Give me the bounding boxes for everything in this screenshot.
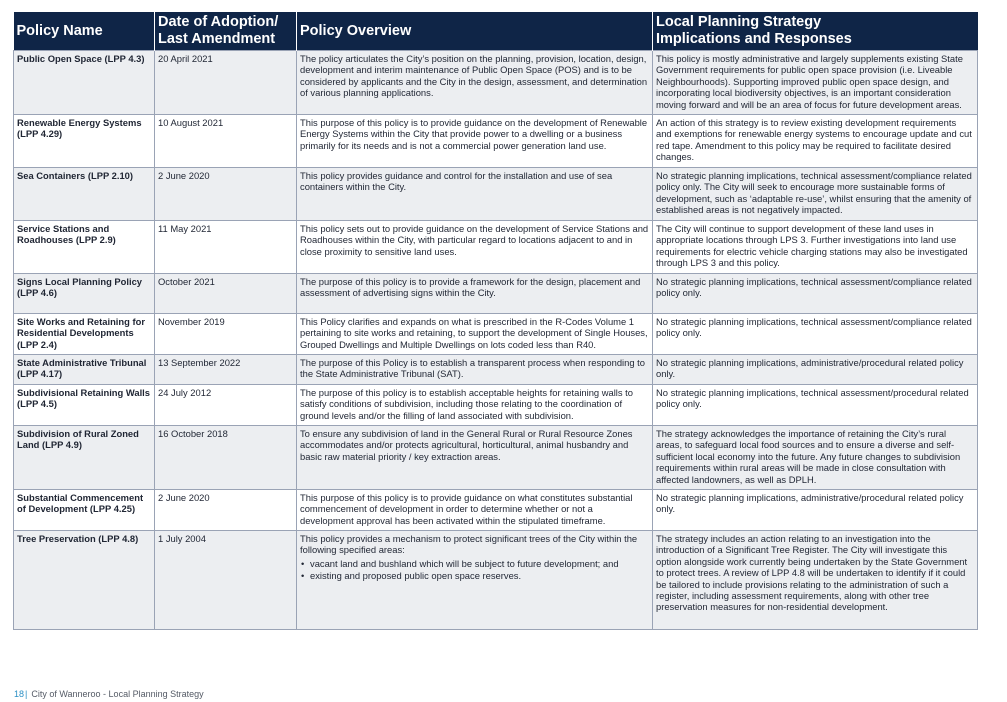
table-row [14,426,978,490]
overview-bullet: • existing and proposed public open space reserves. [310,570,649,581]
header-date-line1: Date of Adoption/ [158,14,279,30]
overview-cell: The purpose of this policy is to establish acceptable heights for retaining walls to satisfy conditions of subdivision, including those relating to the coordination of ground levels and/or the filling of land associated with subdivision. [297,385,653,426]
date-cell: 24 July 2012 [155,385,297,426]
lps-cell: The strategy acknowledges the importance of retaining the City’s rural areas, to safeguard local food sources and to ensure a diverse and self-sufficient local economy into the future. Any future changes to subdivision requirements within rural areas will be made in close consultation with affected landowners, as well as DPLH. [653,426,978,490]
lps-cell: No strategic planning implications, technical assessment/procedural related policy only. [653,385,978,426]
date-cell: 1 July 2004 [155,531,297,630]
lps-cell: The City will continue to support development of these land uses in appropriate locations through LPS 3. Further investigations into land use requirements for electric vehicle charging stations may also be investigated through LPS 3 and this policy. [653,221,978,274]
overview-cell: This policy sets out to provide guidance on the development of Service Stations and Roadhouses within the City, with particular regard to locations adjacent to and in close proximity to sensitive land uses. [297,221,653,274]
overview-intro: This policy provides a mechanism to protect significant trees of the City within the following specified areas: [300,533,638,556]
table-row [14,274,978,314]
policy-table [13,12,978,630]
lps-cell: The strategy includes an action relating to an investigation into the introduction of a Significant Tree Register. The City will investigate this option alongside work currently being undertaken by the State Government to protect trees. A review of LPP 4.8 will be undertaken to identify if it could be tailored to include provisions relating to the administration of such a register, including assessment requirements, along with other tree preservation measures for non-residential development. [653,531,978,630]
overview-cell: This purpose of this policy is to provide guidance on the development of Renewable Energy Systems within the City that provide power to a dwelling or a business primarily for its needs and is not a commercial power generation land use. [297,115,653,168]
overview-cell: To ensure any subdivision of land in the General Rural or Rural Resource Zones accommodates and/or protects agricultural, horticultural, animal husbandry and basic raw material priority / key extraction areas. [297,426,653,490]
table-row [14,51,978,115]
lps-cell: No strategic planning implications, technical assessment/compliance related policy only. [653,314,978,355]
policy-name-cell: Subdivision of Rural Zoned Land (LPP 4.9) [14,426,155,490]
overview-cell [297,531,653,630]
header-overview-text: Policy Overview [300,22,412,39]
header-policy-name-text: Policy Name [16,22,103,39]
table-header-row [14,12,978,51]
header-policy-name [14,12,155,51]
policy-name-cell: Subdivisional Retaining Walls (LPP 4.5) [14,385,155,426]
lps-cell: An action of this strategy is to review existing development requirements and exemptions for renewable energy systems to encourage update and cut red tape. Amendment to this policy may be required to facilitate desired changes. [653,115,978,168]
overview-cell: The policy articulates the City’s position on the planning, provision, location, design, development and interim maintenance of Public Open Space (POS) and is to be considered by applicants and the City in the design, assessment, and determination of various planning applications. [297,51,653,115]
table-row [14,490,978,531]
table-row [14,221,978,274]
table-row [14,531,978,630]
date-cell: 13 September 2022 [155,355,297,385]
policy-name-cell: Public Open Space (LPP 4.3) [14,51,155,115]
policy-name-cell: Signs Local Planning Policy (LPP 4.6) [14,274,155,314]
overview-bullet-list [300,558,649,582]
policy-name-cell: Site Works and Retaining for Residential Developments (LPP 2.4) [14,314,155,355]
lps-cell: No strategic planning implications, technical assessment/compliance related policy only. The City will seek to encourage more sustainable forms of development, such as ‘adaptable re-use’, whilst ensuring that the amenity of established areas is not negatively impacted. [653,168,978,221]
policy-name-cell: State Administrative Tribunal (LPP 4.17) [14,355,155,385]
footer-document-title: City of Wanneroo - Local Planning Strategy [31,689,204,699]
table-row [14,355,978,385]
table-row [14,314,978,355]
policy-name-cell: Substantial Commencement of Development (LPP 4.25) [14,490,155,531]
lps-cell: No strategic planning implications, technical assessment/compliance related policy only. [653,274,978,314]
header-lps [653,12,978,51]
date-cell: 2 June 2020 [155,490,297,531]
page-footer [14,689,204,699]
lps-cell: No strategic planning implications, administrative/procedural related policy only. [653,355,978,385]
date-cell: 20 April 2021 [155,51,297,115]
header-lps-line1: Local Planning Strategy [656,14,822,30]
policy-name-cell: Sea Containers (LPP 2.10) [14,168,155,221]
table-row [14,115,978,168]
date-cell: 16 October 2018 [155,426,297,490]
policy-name-cell: Renewable Energy Systems (LPP 4.29) [14,115,155,168]
header-lps-line2: Implications and Responses [656,31,852,47]
table-row [14,385,978,426]
overview-cell: The purpose of this policy is to provide a framework for the design, placement and assessment of advertising signs within the City. [297,274,653,314]
overview-bullet: • vacant land and bushland which will be subject to future development; and [310,558,649,569]
date-cell: October 2021 [155,274,297,314]
date-cell: 2 June 2020 [155,168,297,221]
header-date-line2: Last Amendment [158,31,276,47]
date-cell: November 2019 [155,314,297,355]
date-cell: 10 August 2021 [155,115,297,168]
date-cell: 11 May 2021 [155,221,297,274]
header-date [155,12,297,51]
policy-name-cell: Tree Preservation (LPP 4.8) [14,531,155,630]
lps-cell: This policy is mostly administrative and largely supplements existing State Government requirements for public open space provision (i.e. Liveable Neighbourhoods). Supporting improved public open space design, and incorporating local biodiversity objectives, is an important consideration moving forward and will be an area of focus for future development areas. [653,51,978,115]
lps-cell: No strategic planning implications, administrative/procedural related policy only. [653,490,978,531]
overview-cell: This policy provides guidance and control for the installation and use of sea containers within the City. [297,168,653,221]
overview-cell: This Policy clarifies and expands on what is prescribed in the R-Codes Volume 1 pertaining to site works and retaining, to support the development of Single Houses, Grouped Dwellings and Multiple Dwellings on lots coded less than R40. [297,314,653,355]
table-row [14,168,978,221]
overview-cell: The purpose of this Policy is to establish a transparent process when responding to the State Administrative Tribunal (SAT). [297,355,653,385]
page-number: 18 [14,689,25,699]
footer-separator: | [25,689,28,699]
overview-cell: This purpose of this policy is to provide guidance on what constitutes substantial commencement of development in order to determine whether or not a development approval has been activated within the stipulated timeframe. [297,490,653,531]
header-overview [297,12,653,51]
policy-name-cell: Service Stations and Roadhouses (LPP 2.9) [14,221,155,274]
